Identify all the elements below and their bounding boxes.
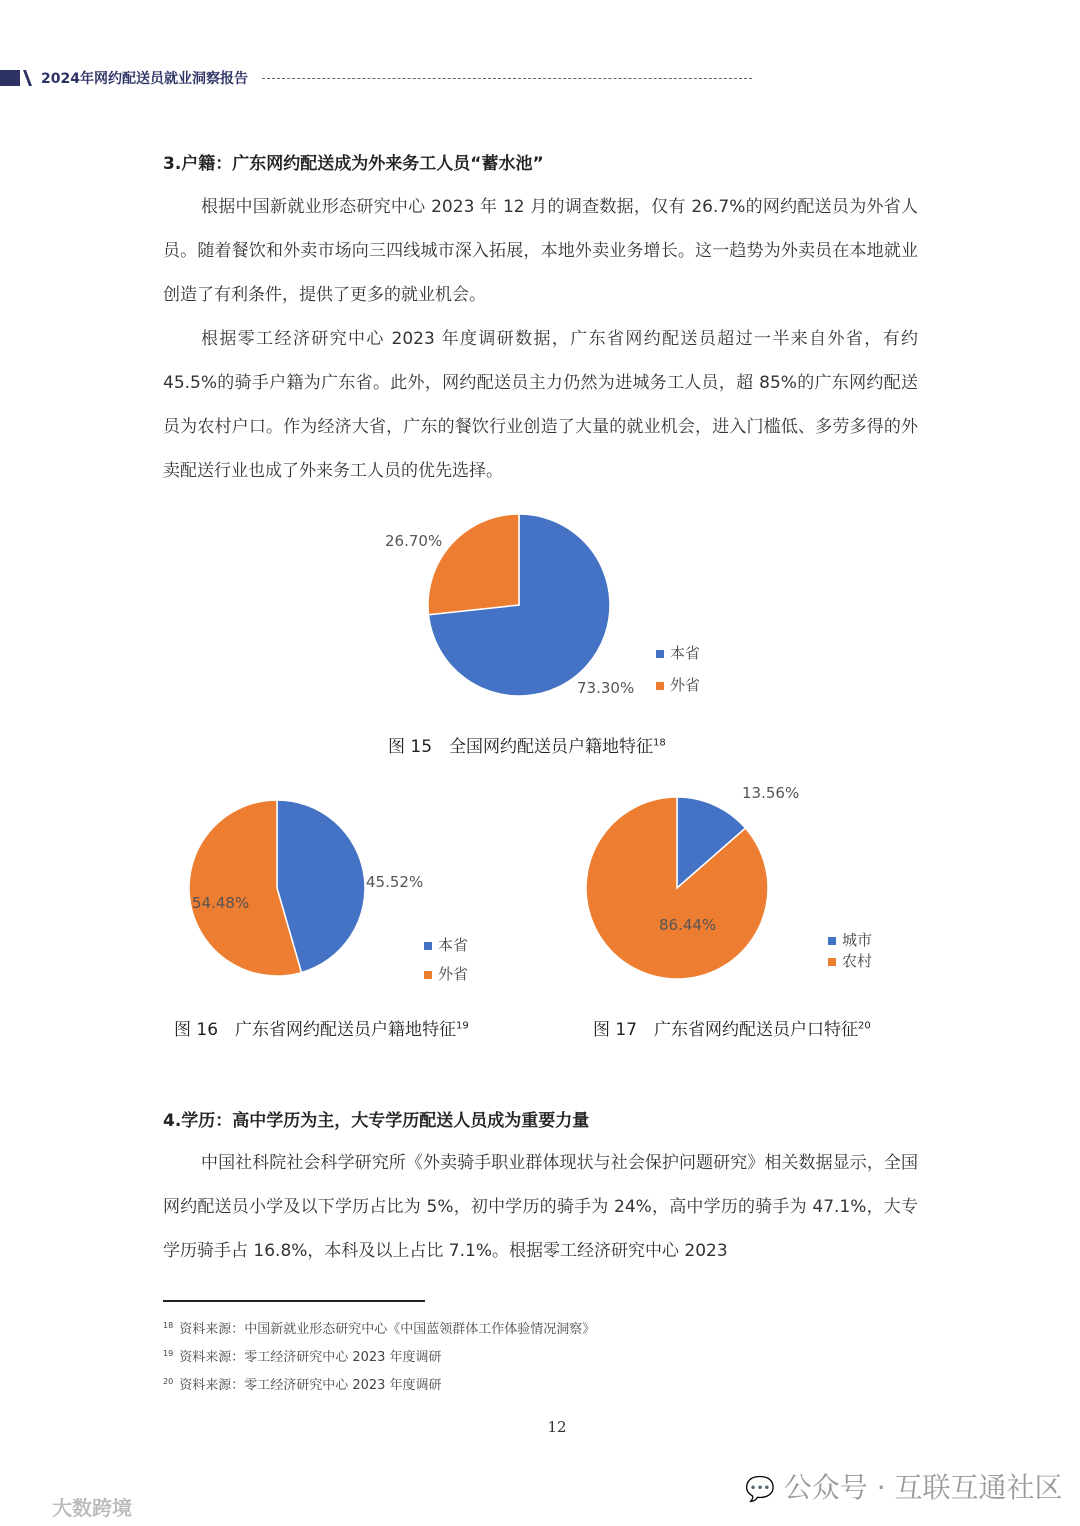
pie-slice-外省 <box>428 514 519 615</box>
legend-item: 外省 <box>424 963 468 984</box>
pie-chart-16 <box>189 800 365 976</box>
section-heading: 4.学历：高中学历为主，大专学历配送人员成为重要力量 <box>163 1111 590 1131</box>
pie-chart-17 <box>586 797 768 979</box>
data-label: 13.56% <box>742 784 800 802</box>
paragraph: 中国社科院社会科学研究所《外卖骑手职业群体现状与社会保护问题研究》相关数据显示，全国网约配送员小学及以下学历占比为 5%，初中学历的骑手为 24%，高中学历的骑手为 47.1%，大专学历骑手占 16.8%，本科及以上占比 7.1%。根据零工经济研究中心 2023 <box>163 1153 918 1261</box>
figure-caption: 图 16 广东省网约配送员户籍地特征$^{19}$ <box>174 1020 469 1040</box>
legend-item: 本省 <box>656 642 700 663</box>
paragraph: 根据零工经济研究中心 2023 年度调研数据，广东省网约配送员超过一半来自外省，有约 45.5%的骑手户籍为广东省。此外，网约配送员主力仍然为进城务工人员，超 85%的广东网约配送员为农村户口。作为经济大省，广东的餐饮行业创造了大量的就业机会，进入门槛低、多劳多得的外卖配送行业也成了外来务工人员的优先选择。 <box>163 329 918 481</box>
wechat-icon: 💬 <box>745 1475 775 1503</box>
data-label: 54.48% <box>192 894 250 912</box>
data-label: 45.52% <box>366 873 424 891</box>
footnote: $^{18}$ 资料来源：中国新就业形态研究中心《中国蓝领群体工作体验情况洞察》 <box>163 1320 596 1337</box>
figure-caption: 图 15 全国网约配送员户籍地特征$^{18}$ <box>388 737 666 757</box>
figure-caption: 图 17 广东省网约配送员户口特征$^{20}$ <box>593 1020 871 1040</box>
legend-item: 农村 <box>828 950 872 971</box>
data-label: 86.44% <box>659 916 717 934</box>
pie-chart-15 <box>428 514 610 696</box>
section-heading: 3.户籍：广东网约配送成为外来务工人员“蓄水池” <box>163 154 544 174</box>
legend-item: 外省 <box>656 674 700 695</box>
brand-watermark: 大数跨境 <box>52 1496 132 1520</box>
footnote: $^{19}$ 资料来源：零工经济研究中心 2023 年度调研 <box>163 1348 442 1365</box>
data-label: 73.30% <box>577 679 635 697</box>
legend-item: 本省 <box>424 934 468 955</box>
page-number: 12 <box>547 1418 567 1436</box>
wechat-watermark: 💬 公众号 · 互联互通社区 <box>745 1471 1063 1504</box>
footnote-divider <box>163 1300 425 1302</box>
paragraph: 根据中国新就业形态研究中心 2023 年 12 月的调查数据，仅有 26.7%的网约配送员为外省人员。随着餐饮和外卖市场向三四线城市深入拓展，本地外卖业务增长。这一趋势为外卖员在本地就业创造了有利条件，提供了更多的就业机会。 <box>163 197 918 305</box>
header-title: 2024年网约配送员就业洞察报告 <box>41 71 248 87</box>
footnote: $^{20}$ 资料来源：零工经济研究中心 2023 年度调研 <box>163 1376 442 1393</box>
data-label: 26.70% <box>385 532 443 550</box>
legend-item: 城市 <box>828 929 872 950</box>
